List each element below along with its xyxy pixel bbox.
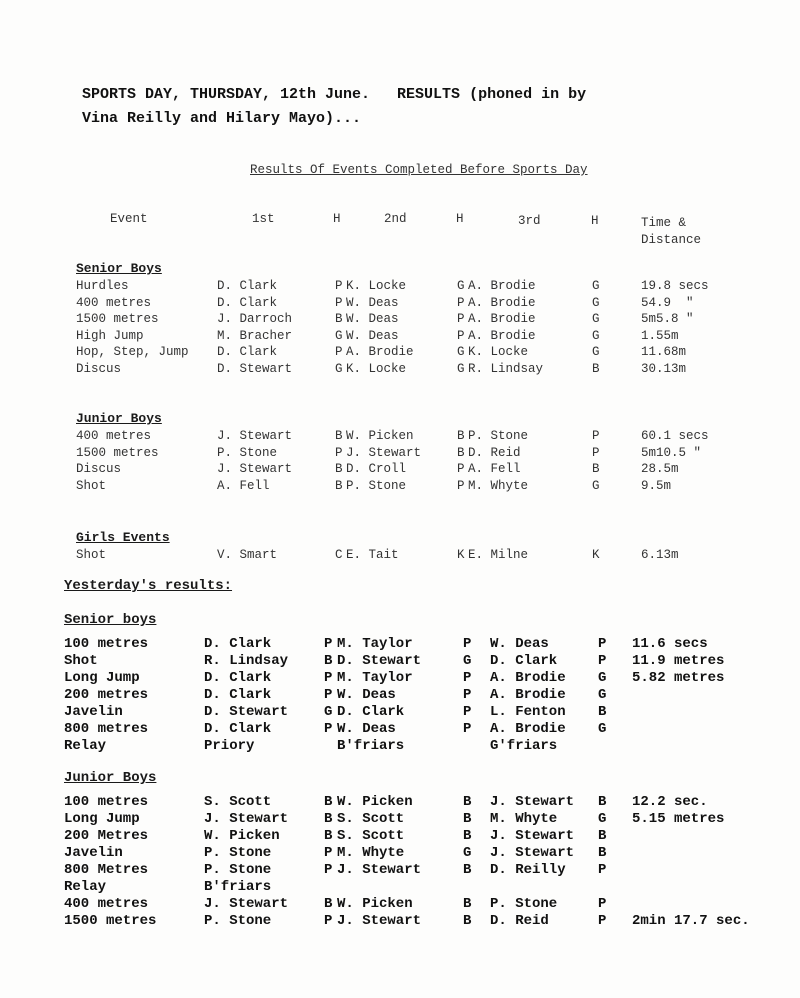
cell-h2: B [457, 429, 465, 443]
cell-event: 1500 metres [76, 312, 159, 326]
cell-h1: B [335, 462, 343, 476]
cell-first: P. Stone [217, 445, 278, 460]
cell-h1: B [324, 811, 333, 827]
cell-second: P. Stone [346, 478, 407, 493]
cell-h2: B [457, 445, 465, 460]
part2-title: Yesterday's results: [64, 578, 233, 594]
cell-h1: P [324, 913, 333, 929]
cell-h1: B [324, 794, 333, 810]
cell-third: M. Whyte [468, 478, 529, 493]
cell-event: Long Jump [64, 811, 140, 827]
cell-result: 28.5m [641, 462, 679, 476]
cell-event: Relay [64, 879, 107, 895]
cell-first: S. Scott [204, 794, 272, 810]
cell-third: E. Milne [468, 548, 529, 562]
cell-h1: C [335, 548, 343, 562]
cell-third: A. Brodie [490, 721, 566, 737]
cell-h2: G [457, 361, 465, 376]
cell-h3: G [592, 478, 600, 493]
cell-event: 100 metres [64, 636, 149, 652]
cell-h3: B [598, 704, 607, 720]
cell-h3: B [598, 794, 607, 810]
col-h2: H [456, 212, 464, 226]
cell-first: D. Clark [217, 345, 278, 359]
cell-first: D. Clark [217, 279, 278, 293]
cell-h2: B [463, 828, 472, 844]
cell-event: Relay [64, 738, 107, 754]
cell-h3: G [592, 345, 600, 359]
cell-second: J. Stewart [337, 862, 422, 878]
cell-second: S. Scott [337, 811, 405, 827]
cell-h2: B [463, 811, 472, 827]
cell-result: 11.68m [641, 345, 687, 359]
cell-h2: P [463, 721, 472, 737]
cell-second: W. Picken [337, 896, 413, 912]
cell-event: Discus [76, 462, 122, 476]
cell-h1: B [324, 828, 333, 844]
cell-first: J. Stewart [204, 896, 289, 912]
cell-first: P. Stone [204, 845, 272, 861]
cell-first: V. Smart [217, 548, 278, 562]
cell-h3: G [598, 687, 607, 703]
cell-result: 12.2 sec. [632, 794, 708, 810]
cell-third: G'friars [490, 738, 558, 754]
cell-result: 11.9 metres [632, 653, 725, 669]
cell-first: Priory [204, 738, 255, 754]
cell-h3: B [592, 361, 600, 376]
cell-third: A. Brodie [468, 279, 536, 293]
cell-h2: G [457, 279, 465, 293]
col-time-2: Distance [641, 233, 702, 247]
cell-third: J. Stewart [490, 845, 575, 861]
cell-h1: P [324, 845, 333, 861]
cell-third: M. Whyte [490, 811, 558, 827]
cell-third: A. Brodie [468, 328, 536, 343]
cell-third: D. Reid [468, 445, 521, 460]
cell-third: J. Stewart [490, 794, 575, 810]
cell-event: Javelin [64, 704, 123, 720]
cell-result: 6.13m [641, 548, 679, 562]
cell-first: J. Stewart [204, 811, 289, 827]
col-2nd: 2nd [384, 212, 407, 226]
cell-first: J. Stewart [217, 462, 293, 476]
cell-third: W. Deas [490, 636, 549, 652]
cell-h2: P [463, 670, 472, 686]
cell-h3: P [598, 913, 607, 929]
cell-event: 100 metres [64, 794, 149, 810]
col-3rd: 3rd [518, 214, 541, 228]
cell-h3: G [592, 312, 600, 326]
cell-h1: G [335, 361, 343, 376]
cell-h3: P [598, 653, 607, 669]
cell-event: 800 metres [64, 721, 149, 737]
cell-h3: P [598, 862, 607, 878]
cell-third: A. Brodie [490, 687, 566, 703]
cell-event: Shot [76, 548, 107, 562]
cell-first: J. Stewart [217, 429, 293, 443]
cell-event: 400 metres [64, 896, 149, 912]
cell-h2: P [463, 704, 472, 720]
cell-second: K. Locke [346, 361, 407, 376]
cell-h1: B [324, 653, 333, 669]
cell-h3: G [592, 328, 600, 343]
cell-event: Hop, Step, Jump [76, 345, 189, 359]
cell-first: P. Stone [204, 913, 272, 929]
cell-third: R. Lindsay [468, 361, 544, 376]
cell-result: 54.9 " [641, 295, 694, 310]
cell-first: D. Clark [204, 721, 272, 737]
cell-second: W. Deas [346, 312, 399, 326]
cell-first: D. Stewart [204, 704, 289, 720]
cell-event: 800 Metres [64, 862, 149, 878]
cell-h3: B [592, 462, 600, 476]
cell-event: 1500 metres [76, 445, 159, 460]
cell-third: D. Reid [490, 913, 549, 929]
cell-h1: G [324, 704, 333, 720]
cell-third: A. Fell [468, 462, 521, 476]
cell-first: D. Clark [204, 687, 272, 703]
cell-h1: B [335, 312, 343, 326]
cell-event: Shot [64, 653, 98, 669]
cell-second: B'friars [337, 738, 405, 754]
cell-first: W. Picken [204, 828, 280, 844]
section-title: Senior boys [64, 612, 157, 628]
cell-h2: P [457, 478, 465, 493]
cell-h1: P [324, 636, 333, 652]
cell-first: P. Stone [204, 862, 272, 878]
cell-third: A. Brodie [468, 312, 536, 326]
col-h1: H [333, 212, 341, 226]
col-h3: H [591, 214, 599, 228]
cell-h1: P [335, 295, 343, 310]
cell-third: A. Brodie [490, 670, 566, 686]
cell-h1: P [324, 670, 333, 686]
cell-second: K. Locke [346, 279, 407, 293]
cell-event: 200 Metres [64, 828, 149, 844]
cell-second: D. Croll [346, 462, 407, 476]
cell-first: J. Darroch [217, 312, 293, 326]
cell-h3: P [598, 896, 607, 912]
cell-h2: P [457, 328, 465, 343]
cell-first: D. Clark [217, 295, 278, 310]
cell-first: A. Fell [217, 478, 270, 493]
cell-h3: G [598, 670, 607, 686]
cell-third: K. Locke [468, 345, 529, 359]
cell-first: M. Bracher [217, 328, 293, 343]
cell-result: 9.5m [641, 478, 672, 493]
cell-h1: G [335, 328, 343, 343]
cell-second: A. Brodie [346, 345, 414, 359]
cell-event: 1500 metres [64, 913, 157, 929]
cell-first: B'friars [204, 879, 272, 895]
cell-second: M. Whyte [337, 845, 405, 861]
cell-result: 1.55m [641, 328, 679, 343]
cell-third: A. Brodie [468, 295, 536, 310]
cell-h3: P [592, 429, 600, 443]
cell-h1: P [335, 345, 343, 359]
cell-result: 60.1 secs [641, 429, 709, 443]
cell-h3: K [592, 548, 600, 562]
cell-second: W. Deas [346, 295, 399, 310]
cell-third: D. Reilly [490, 862, 566, 878]
cell-result: 5.15 metres [632, 811, 725, 827]
cell-h1: P [324, 721, 333, 737]
cell-third: P. Stone [490, 896, 558, 912]
cell-h3: B [598, 828, 607, 844]
col-event: Event [110, 212, 148, 226]
cell-second: J. Stewart [346, 445, 422, 460]
cell-second: W. Deas [337, 687, 396, 703]
col-1st: 1st [252, 212, 275, 226]
cell-second: M. Taylor [337, 636, 413, 652]
cell-h2: B [463, 913, 472, 929]
cell-h2: G [463, 845, 472, 861]
cell-event: Discus [76, 361, 122, 376]
cell-event: Hurdles [76, 279, 129, 293]
cell-result: 11.6 secs [632, 636, 708, 652]
cell-event: 400 metres [76, 295, 152, 310]
cell-event: Javelin [64, 845, 123, 861]
cell-third: J. Stewart [490, 828, 575, 844]
cell-first: D. Clark [204, 670, 272, 686]
cell-h2: K [457, 548, 465, 562]
cell-second: W. Picken [346, 429, 414, 443]
cell-h3: B [598, 845, 607, 861]
cell-second: D. Clark [337, 704, 405, 720]
cell-h1: P [335, 279, 343, 293]
cell-result: 5m10.5 " [641, 445, 702, 460]
cell-h2: P [457, 295, 465, 310]
cell-first: D. Stewart [217, 361, 293, 376]
section-title: Senior Boys [76, 261, 162, 276]
cell-h1: B [335, 429, 343, 443]
cell-first: D. Clark [204, 636, 272, 652]
cell-second: E. Tait [346, 548, 399, 562]
cell-h2: P [457, 462, 465, 476]
cell-third: P. Stone [468, 429, 529, 443]
cell-h3: G [592, 279, 600, 293]
section-title: Girls Events [76, 530, 170, 545]
cell-event: 200 metres [64, 687, 149, 703]
cell-second: W. Deas [337, 721, 396, 737]
cell-event: Long Jump [64, 670, 140, 686]
cell-h2: P [463, 687, 472, 703]
cell-h2: B [463, 896, 472, 912]
cell-h2: G [457, 345, 465, 359]
section-title: Junior Boys [64, 770, 157, 786]
cell-second: M. Taylor [337, 670, 413, 686]
cell-h3: G [598, 721, 607, 737]
header-line-2: Vina Reilly and Hilary Mayo)... [82, 110, 362, 127]
cell-h1: P [324, 687, 333, 703]
cell-h3: G [598, 811, 607, 827]
cell-h2: B [463, 794, 472, 810]
col-time-1: Time & [641, 216, 687, 230]
part1-title: Results Of Events Completed Before Sports Day [250, 163, 588, 177]
header-line-1: SPORTS DAY, THURSDAY, 12th June. RESULTS (phoned in by [82, 86, 587, 103]
cell-h3: G [592, 295, 600, 310]
cell-event: High Jump [76, 328, 144, 343]
cell-h2: P [457, 312, 465, 326]
cell-h3: P [598, 636, 607, 652]
section-title: Junior Boys [76, 411, 162, 426]
cell-h1: P [335, 445, 343, 460]
cell-h1: P [324, 862, 333, 878]
cell-second: W. Deas [346, 328, 399, 343]
cell-event: 400 metres [76, 429, 152, 443]
cell-h2: B [463, 862, 472, 878]
cell-h2: G [463, 653, 472, 669]
cell-second: S. Scott [337, 828, 405, 844]
cell-h1: B [324, 896, 333, 912]
cell-result: 5m5.8 " [641, 312, 694, 326]
cell-third: D. Clark [490, 653, 558, 669]
cell-result: 19.8 secs [641, 279, 709, 293]
cell-event: Shot [76, 478, 107, 493]
cell-second: J. Stewart [337, 913, 422, 929]
cell-h3: P [592, 445, 600, 460]
cell-third: L. Fenton [490, 704, 566, 720]
cell-second: D. Stewart [337, 653, 422, 669]
cell-h1: B [335, 478, 343, 493]
cell-h2: P [463, 636, 472, 652]
cell-first: R. Lindsay [204, 653, 289, 669]
cell-result: 2min 17.7 sec. [632, 913, 750, 929]
cell-result: 30.13m [641, 361, 687, 376]
cell-second: W. Picken [337, 794, 413, 810]
cell-result: 5.82 metres [632, 670, 725, 686]
